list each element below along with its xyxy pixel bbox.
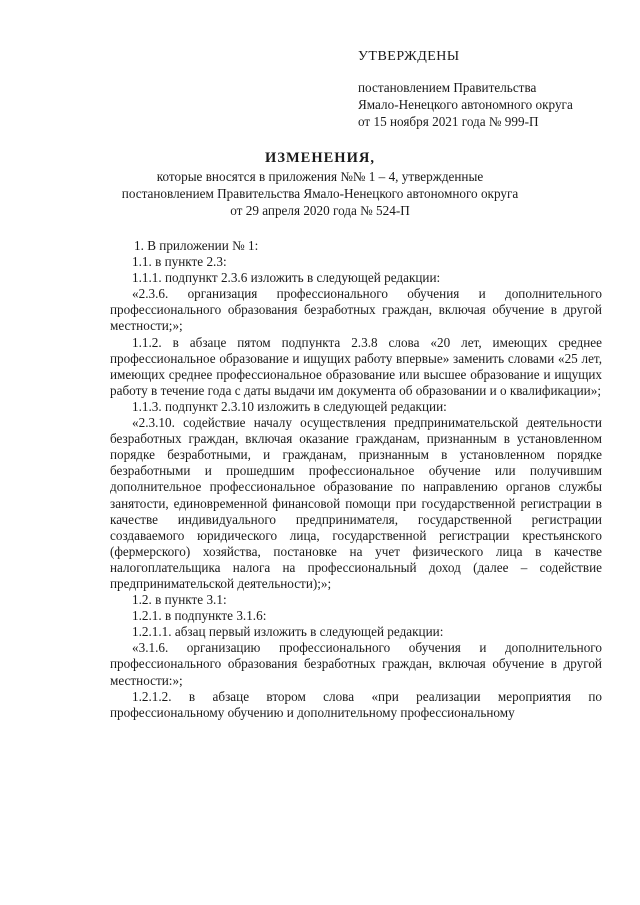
title-line: постановлением Правительства Ямало-Ненецкого автономного округа [121,186,519,201]
paragraph: «2.3.10. содействие началу осуществления предпринимательской деятельности безработных граждан, включая оказание гражданам, признанным в установленном порядке безработными, и гражданам, признанным в установленном порядке безработными и прошедшим профессиональное обучение или получившим дополнительное профессиональное образование по направлению органов службы занятости, единовременной финансовой помощи при государственной регистрации в качестве индивидуального предпринимателя, государственной регистрации создаваемого юридического лица, государственной регистрации крестьянского (фермерского) хозяйства, постановке на учет физического лица в качестве налогоплательщика налога на профессиональный доход (далее – содействие предпринимательской деятельности);»; [110,415,602,591]
paragraph: «2.3.6. организация профессионального обучения и дополнительного профессионального образования безработных граждан, включая обучение в другой местности;»; [110,286,602,334]
title-line: которые вносятся в приложения №№ 1 – 4, утвержденные [156,169,484,184]
paragraph: 1.2.1. в подпункте 3.1.6: [132,608,267,624]
paragraph: 1.2.1.1. абзац первый изложить в следующей редакции: [132,624,444,640]
paragraph: 1.2. в пункте 3.1: [132,592,227,608]
approval-line: постановлением Правительства [358,80,537,95]
title-line: от 29 апреля 2020 года № 524-П [230,203,410,218]
paragraph: 1.1. в пункте 2.3: [132,254,227,270]
approval-heading: УТВЕРЖДЕНЫ [358,49,460,64]
paragraph: 1.1.1. подпункт 2.3.6 изложить в следующей редакции: [132,270,441,286]
paragraph: 1.1.3. подпункт 2.3.10 изложить в следующей редакции: [132,398,447,414]
document-body [110,238,602,721]
approval-line: от 15 ноября 2021 года № 999-П [358,114,539,129]
approval-block [358,48,628,130]
title-heading: ИЗМЕНЕНИЯ, [265,150,375,166]
paragraph: 1. В приложении № 1: [134,238,259,253]
paragraph: 1.2.1.2. в абзаце втором слова «при реализации мероприятия по профессиональному обучению и дополнительному профессиональному [110,688,602,720]
document-title [60,150,580,219]
paragraph: «3.1.6. организацию профессионального обучения и дополнительного профессионального образования безработных граждан, включая обучение в другой местности:»; [110,640,602,688]
paragraph: 1.1.2. в абзаце пятом подпункта 2.3.8 слова «20 лет, имеющих среднее профессиональное образование и ищущих работу впервые» заменить словами «25 лет, имеющих среднее профессиональное образование или высшее образование и ищущих работу в течение года с даты выдачи им документа об образовании и о квалификации»; [110,334,602,398]
approval-line: Ямало-Ненецкого автономного округа [358,97,573,112]
